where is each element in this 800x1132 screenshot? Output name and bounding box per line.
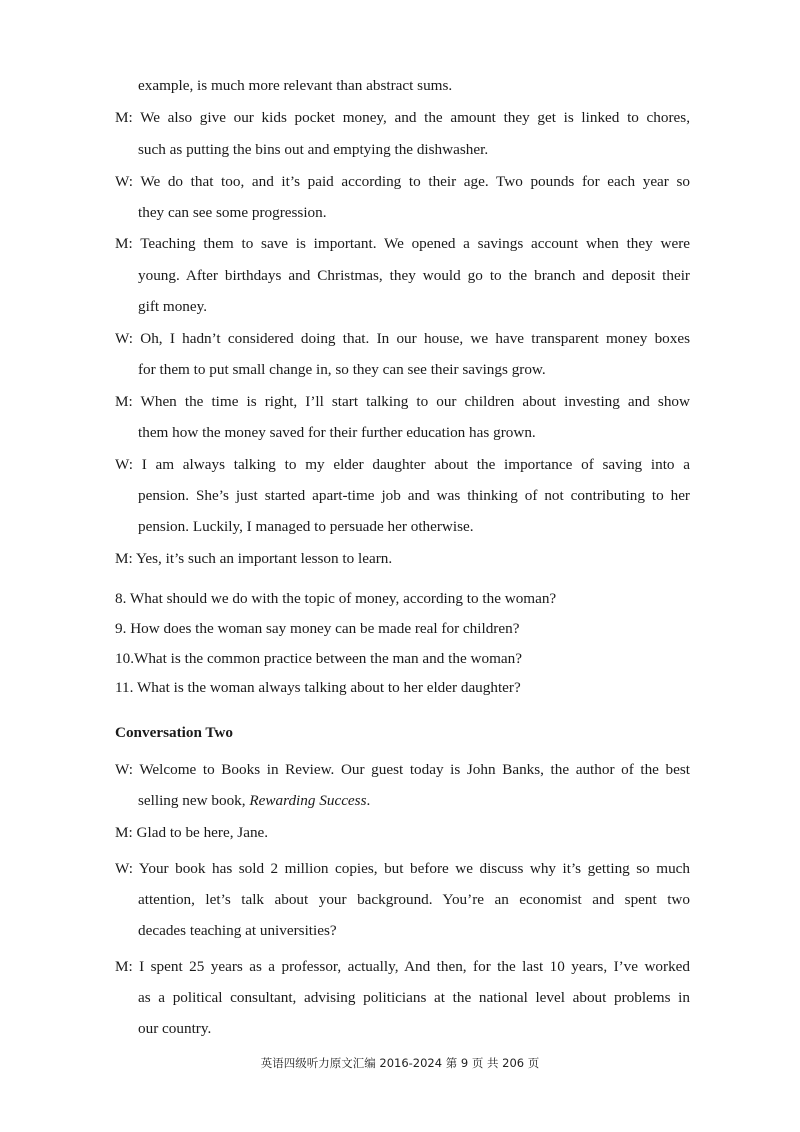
dialogue-line: W: Oh, I hadn’t considered doing that. In our house, we have transparent money boxes	[115, 330, 690, 347]
dialogue-line: them how the money saved for their further education has grown.	[138, 424, 536, 441]
book-title: Rewarding Success	[249, 792, 367, 809]
page-footer: 英语四级听力原文汇编 2016-2024 第 9 页 共 206 页	[260, 1056, 540, 1070]
dialogue-line: M: Teaching them to save is important. We opened a savings account when they were	[115, 235, 690, 252]
dialogue-line: M: When the time is right, I’ll start talking to our children about investing and show	[115, 393, 690, 410]
dialogue-line: W: We do that too, and it’s paid according to their age. Two pounds for each year so	[115, 173, 690, 190]
dialogue-line: pension. She’s just started apart-time job and was thinking of not contributing to her	[138, 487, 690, 504]
section-heading: Conversation Two	[115, 724, 233, 741]
question-11: 11. What is the woman always talking about to her elder daughter?	[115, 679, 521, 696]
dialogue-line: M: Glad to be here, Jane.	[115, 824, 269, 841]
dialogue-line	[138, 791, 690, 811]
dialogue-line: as a political consultant, advising politicians at the national level about problems in	[138, 989, 690, 1006]
question-9: 9. How does the woman say money can be made real for children?	[115, 620, 520, 637]
dialogue-line: decades teaching at universities?	[138, 922, 337, 939]
question-8: 8. What should we do with the topic of money, according to the woman?	[115, 590, 557, 607]
dialogue-line: W: Welcome to Books in Review. Our guest today is John Banks, the author of the best	[115, 761, 690, 778]
dialogue-line: gift money.	[138, 298, 208, 315]
dialogue-line: they can see some progression.	[138, 204, 327, 221]
dialogue-line: young. After birthdays and Christmas, they would go to the branch and deposit their	[138, 267, 690, 284]
dialogue-line: M: I spent 25 years as a professor, actually, And then, for the last 10 years, I’ve worked	[115, 958, 690, 975]
dialogue-line: example, is much more relevant than abstract sums.	[138, 77, 453, 94]
dialogue-line: such as putting the bins out and emptying the dishwasher.	[138, 141, 489, 158]
question-10: 10.What is the common practice between the man and the woman?	[115, 650, 522, 667]
dialogue-line: M: Yes, it’s such an important lesson to learn.	[115, 550, 393, 567]
dialogue-line: our country.	[138, 1020, 212, 1037]
dialogue-line: W: I am always talking to my elder daughter about the importance of saving into a	[115, 456, 690, 473]
dialogue-text: .	[366, 792, 371, 809]
dialogue-line: pension. Luckily, I managed to persuade her otherwise.	[138, 518, 474, 535]
dialogue-line: M: We also give our kids pocket money, and the amount they get is linked to chores,	[115, 109, 690, 126]
dialogue-line: for them to put small change in, so they can see their savings grow.	[138, 361, 546, 378]
dialogue-line: W: Your book has sold 2 million copies, but before we discuss why it’s getting so much	[115, 860, 690, 877]
dialogue-text: selling new book,	[138, 792, 250, 809]
dialogue-line: attention, let’s talk about your background. You’re an economist and spent two	[138, 891, 690, 908]
